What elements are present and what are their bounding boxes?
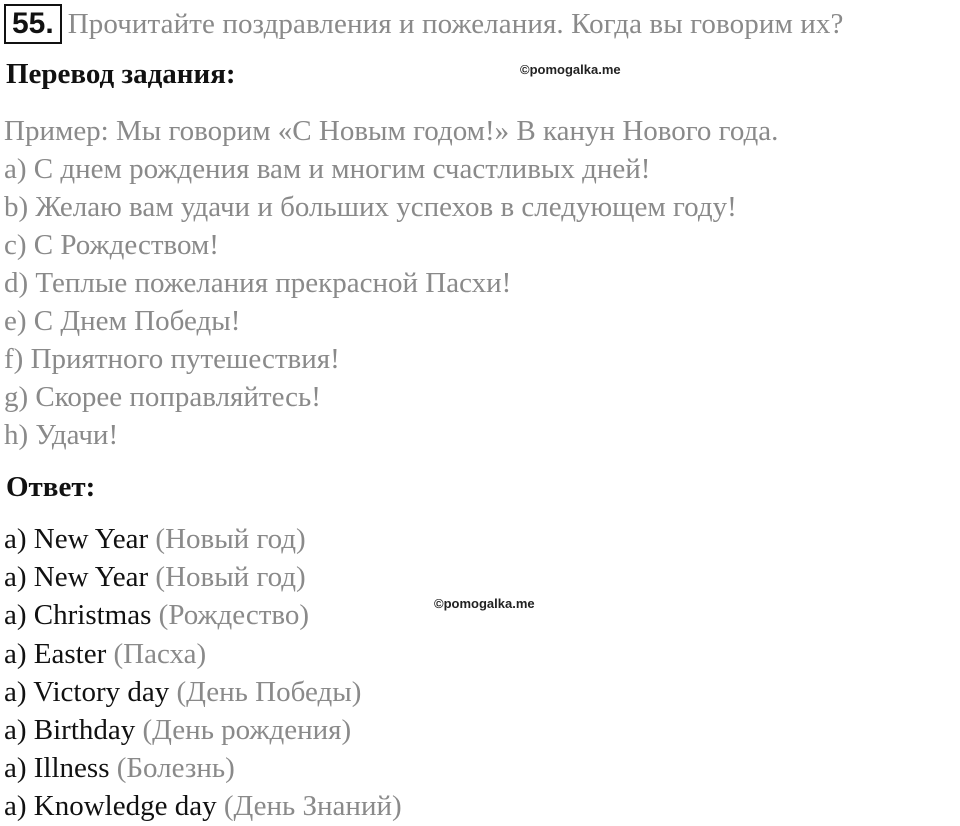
answer-russian: (Пасха) — [113, 637, 207, 670]
task-number-badge: 55. — [4, 4, 62, 44]
answer-english: a) Victory day — [4, 675, 170, 708]
answer-russian: (День рождения) — [142, 714, 352, 747]
answer-russian: (Рождество) — [158, 599, 310, 632]
answer-english: a) Knowledge day — [4, 790, 217, 823]
answer-item — [4, 673, 402, 711]
answer-item — [4, 596, 402, 634]
answer-english: a) Birthday — [4, 714, 136, 747]
task-line — [4, 2, 843, 46]
answer-item — [4, 635, 402, 673]
answer-russian: (День Знаний) — [223, 790, 402, 823]
answer-list — [4, 520, 402, 826]
watermark-top: ©pomogalka.me — [520, 62, 621, 77]
answer-english: a) Christmas — [4, 599, 152, 632]
translation-line: g) Скорее поправляйтесь! — [4, 381, 321, 413]
translation-line: Пример: Мы говорим «С Новым годом!» В канун Нового года. — [4, 115, 779, 147]
answer-english: a) Illness — [4, 752, 110, 785]
answer-english: a) Easter — [4, 637, 107, 670]
answer-russian: (Новый год) — [155, 561, 306, 594]
translation-line: h) Удачи! — [4, 419, 119, 451]
answer-item — [4, 520, 402, 558]
translation-line: f) Приятного путешествия! — [4, 343, 340, 375]
answer-item — [4, 787, 402, 825]
translation-heading: Перевод задания: — [6, 58, 236, 90]
translation-list — [4, 112, 778, 454]
answer-item — [4, 558, 402, 596]
answer-russian: (Новый год) — [155, 523, 306, 555]
watermark-middle: ©pomogalka.me — [434, 596, 535, 611]
translation-line: a) С днем рождения вам и многим счастливых дней! — [4, 153, 651, 185]
translation-line: e) С Днем Победы! — [4, 305, 241, 337]
answer-russian: (День Победы) — [176, 675, 362, 708]
task-instruction: Прочитайте поздравления и пожелания. Когда вы говорим их? — [67, 7, 844, 40]
answer-english: a) New Year — [4, 561, 149, 594]
answer-russian: (Болезнь) — [116, 752, 235, 785]
translation-line: b) Желаю вам удачи и больших успехов в следующем году! — [4, 191, 737, 223]
translation-line: c) С Рождеством! — [4, 229, 219, 261]
translation-line: d) Теплые пожелания прекрасной Пасхи! — [4, 267, 512, 299]
answer-heading: Ответ: — [6, 471, 96, 503]
answer-item — [4, 711, 402, 749]
answer-english: a) New Year — [4, 523, 149, 555]
answer-item — [4, 749, 402, 787]
